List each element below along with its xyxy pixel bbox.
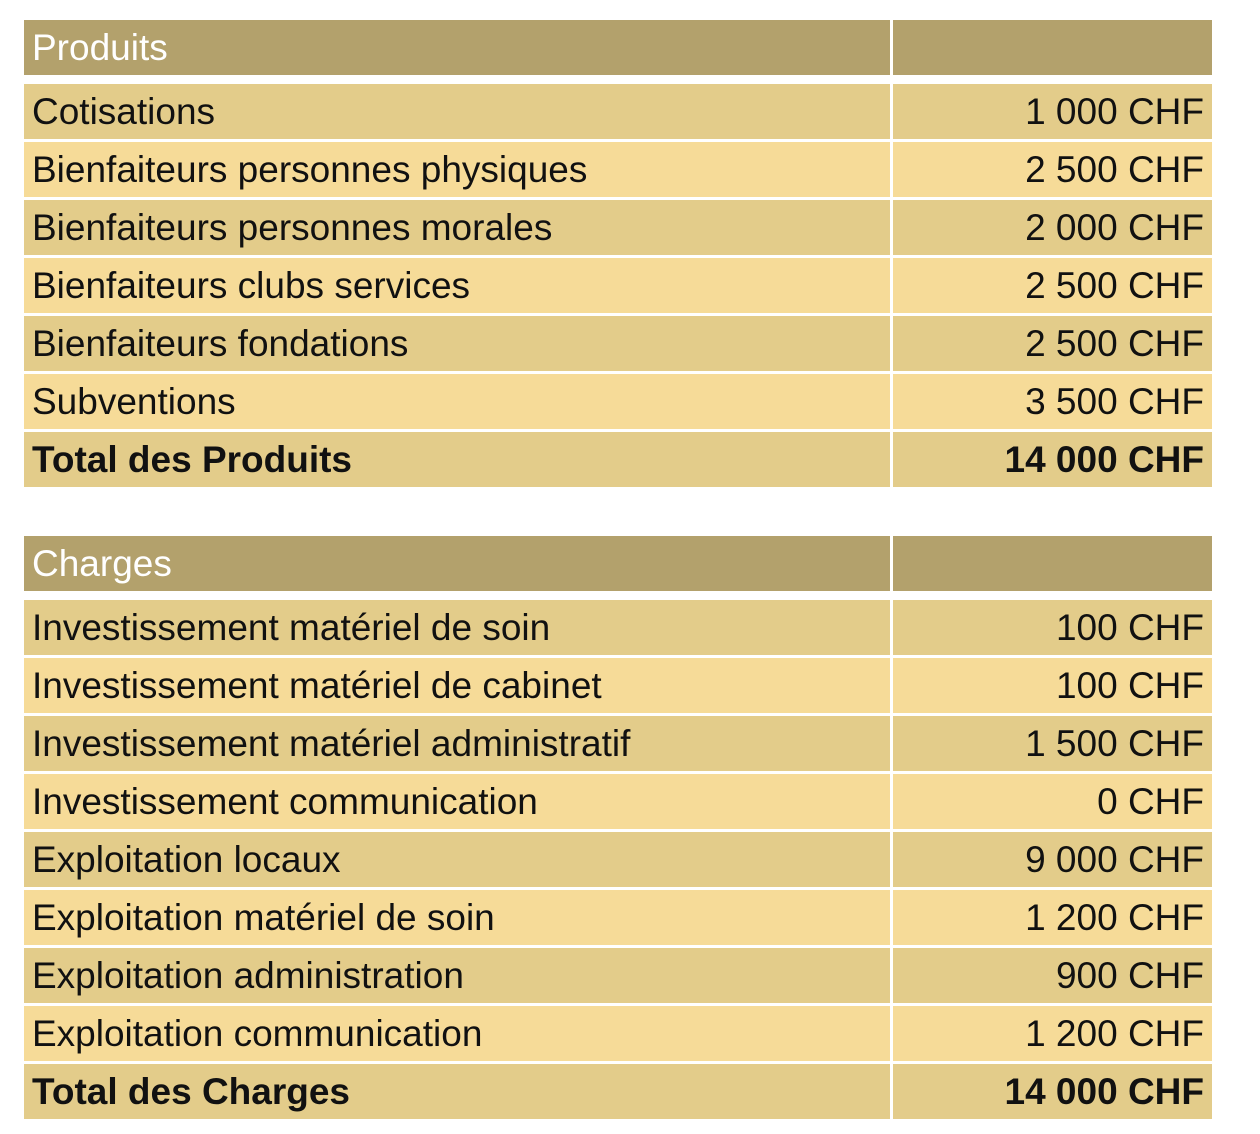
- row-amount: 1 200 CHF: [893, 890, 1212, 945]
- table-row: [24, 84, 1212, 139]
- table-header-row: [24, 20, 1212, 75]
- table-row: [24, 142, 1212, 197]
- row-label: Bienfaiteurs personnes morales: [24, 200, 890, 255]
- row-label: Exploitation matériel de soin: [24, 890, 890, 945]
- table-row: [24, 200, 1212, 255]
- row-label: Investissement communication: [24, 774, 890, 829]
- row-label: Investissement matériel de soin: [24, 600, 890, 655]
- table-row: [24, 832, 1212, 887]
- header-amount-cell: [893, 536, 1212, 591]
- table-row: [24, 316, 1212, 371]
- row-label: Cotisations: [24, 84, 890, 139]
- table-row: [24, 374, 1212, 429]
- row-amount: 2 500 CHF: [893, 316, 1212, 371]
- table-row: [24, 716, 1212, 771]
- charges-table: [24, 536, 1212, 1122]
- row-amount: 1 500 CHF: [893, 716, 1212, 771]
- table-row: [24, 600, 1212, 655]
- row-amount: 2 000 CHF: [893, 200, 1212, 255]
- header-amount-cell: [893, 20, 1212, 75]
- produits-table: [24, 20, 1212, 490]
- row-label: Exploitation administration: [24, 948, 890, 1003]
- row-amount: 1 200 CHF: [893, 1006, 1212, 1061]
- total-amount: 14 000 CHF: [893, 1064, 1212, 1119]
- table-header-row: [24, 536, 1212, 591]
- row-amount: 2 500 CHF: [893, 142, 1212, 197]
- total-label: Total des Charges: [24, 1064, 890, 1119]
- row-amount: 900 CHF: [893, 948, 1212, 1003]
- table-row: [24, 948, 1212, 1003]
- row-label: Exploitation locaux: [24, 832, 890, 887]
- row-label: Bienfaiteurs fondations: [24, 316, 890, 371]
- total-amount: 14 000 CHF: [893, 432, 1212, 487]
- row-amount: 2 500 CHF: [893, 258, 1212, 313]
- produits-title: Produits: [24, 20, 890, 75]
- total-row: [24, 432, 1212, 487]
- row-amount: 9 000 CHF: [893, 832, 1212, 887]
- row-label: Bienfaiteurs clubs services: [24, 258, 890, 313]
- row-label: Exploitation communication: [24, 1006, 890, 1061]
- row-amount: 100 CHF: [893, 600, 1212, 655]
- charges-title: Charges: [24, 536, 890, 591]
- row-amount: 100 CHF: [893, 658, 1212, 713]
- table-row: [24, 658, 1212, 713]
- row-label: Investissement matériel de cabinet: [24, 658, 890, 713]
- row-amount: 0 CHF: [893, 774, 1212, 829]
- row-label: Investissement matériel administratif: [24, 716, 890, 771]
- table-row: [24, 774, 1212, 829]
- row-label: Bienfaiteurs personnes physiques: [24, 142, 890, 197]
- total-row: [24, 1064, 1212, 1119]
- table-row: [24, 890, 1212, 945]
- table-row: [24, 258, 1212, 313]
- table-row: [24, 1006, 1212, 1061]
- total-label: Total des Produits: [24, 432, 890, 487]
- row-label: Subventions: [24, 374, 890, 429]
- row-amount: 3 500 CHF: [893, 374, 1212, 429]
- row-amount: 1 000 CHF: [893, 84, 1212, 139]
